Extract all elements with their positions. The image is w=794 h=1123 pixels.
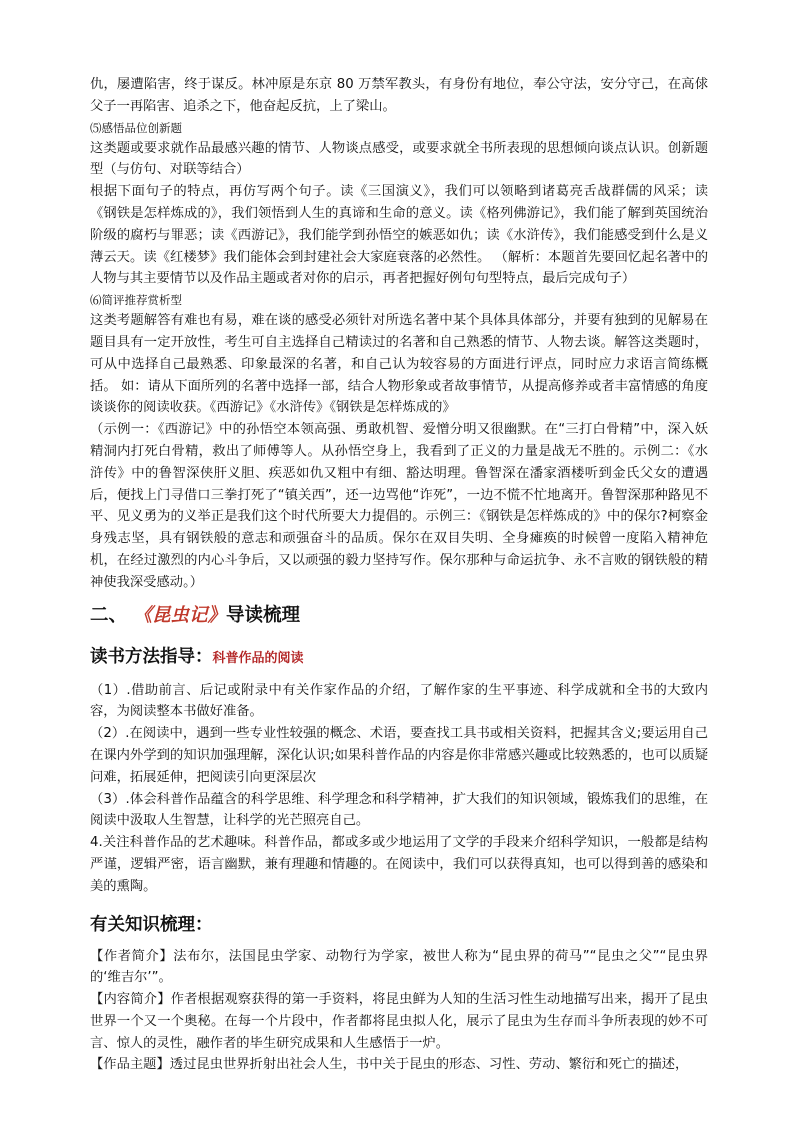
intro-paragraph: 仇，屡遭陷害，终于谋反。林冲原是东京 80 万禁军教头，有身份有地位，奉公守法，安分守己，在高俅父子一再陷害、追杀之下，他奋起反抗，上了梁山。 bbox=[90, 77, 708, 114]
method-item-2: （2）.在阅读中，遇到一些专业性较强的概念、术语，要查找工具书或相关资料，把握其含义;要运用自己在课内外学到的知识加强理解，深化认识;如果科普作品的内容是你非常感兴趣或比较熟悉的，也可以质疑问难，拓展延伸，把阅读引向更深层次 bbox=[90, 726, 708, 785]
section-5-example: 根据下面句子的特点，再仿写两个句子。读《三国演义》，我们可以领略到诸葛亮舌战群儒的风采；读《钢铁是怎样炼成的》，我们领悟到人生的真谛和生命的意义。读《格列佛游记》，我们能了解到英国统治阶级的腐朽与罪恶；读《西游记》，我们能学到孙悟空的嫉恶如仇；读《水浒传》，我们能感受到什么是义薄云天。读《红楼梦》我们能体会到封建社会大家庭衰落的必然性。 （解析：本题首先要回忆起名著中的人物与其主要情节以及作品主题或者对你的启示，再者把握好例句句型特点，最后完成句子） bbox=[90, 184, 708, 287]
knowledge-theme: 【作品主题】透过昆虫世界折射出社会人生，书中关于昆虫的形态、习性、劳动、繁衍和死亡的描述， bbox=[90, 1057, 689, 1073]
section-5-body: 这类题或要求就作品最感兴趣的情节、人物谈点感受，或要求就全书所表现的思想倾向谈点认识。创新题型（与仿句、对联等结合） bbox=[90, 140, 708, 178]
section-2-prefix: 二、 bbox=[90, 604, 134, 626]
knowledge-heading: 有关知识梳理： bbox=[90, 914, 213, 935]
reading-method-heading bbox=[90, 644, 708, 672]
section-6-examples: （示例一：《西游记》中的孙悟空本领高强、勇敢机智、爱憎分明又很幽默。在“三打白骨精”中，深入妖精洞内打死白骨精，救出了师傅等人。从孙悟空身上，我看到了正义的力量是战无不胜的。示例二：《水浒传》中的鲁智深侠肝义胆、疾恶如仇又粗中有细、豁达明理。鲁智深在潘家酒楼听到金氏父女的遭遇后，便找上门寻借口三拳打死了“镇关西”，还一边骂他“诈死”，一边不慌不忙地离开。鲁智深那种路见不平、见义勇为的义举正是我们这个时代所要大力提倡的。示例三：《钢铁是怎样炼成的》中的保尔?柯察金身残志坚，具有钢铁般的意志和顽强奋斗的品质。保尔在双目失明、全身瘫痪的时候曾一度陷入精神危机，在经过激烈的内心斗争后，又以顽强的毅力坚持写作。保尔那种与命运抗争、永不言败的钢铁般的精神使我深受感动。） bbox=[90, 422, 708, 590]
section-5-heading: ⑸感悟品位创新题 bbox=[90, 120, 182, 135]
knowledge-author: 【作者简介】法布尔，法国昆虫学家、动物行为学家，被世人称为“昆虫界的荷马”“昆虫之父”“昆虫界的‘维吉尔’”。 bbox=[90, 948, 708, 986]
section-2-heading bbox=[90, 602, 708, 630]
method-item-3: （3）.体会科普作品蕴含的科学思维、科学理念和科学精神，扩大我们的知识领域，锻炼我们的思维，在阅读中汲取人生智慧，让科学的光芒照亮自己。 bbox=[90, 791, 708, 829]
section-2-suffix: 导读梳理 bbox=[225, 604, 300, 626]
knowledge-content: 【内容简介】作者根据观察获得的第一手资料，将昆虫鲜为人知的生活习性生动地描写出来，揭开了昆虫世界一个又一个奥秘。在每一个片段中，作者都将昆虫拟人化，展示了昆虫为生存而斗争所表现的妙不可言、惊人的灵性，融作者的毕生研究成果和人生感悟于一炉。 bbox=[90, 992, 708, 1051]
section-6-body: 这类考题解答有难也有易，难在谈的感受必须针对所选名著中某个具体具体部分，并要有独到的见解易在题目具有一定开放性，考生可自主选择自己精读过的名著和自己熟悉的情节、人物去谈。解答这类题时，可从中选择自己最熟悉、印象最深的名著，和自己认为较容易的方面进行评点，同时应力求语言简练概括。 如：请从下面所列的名著中选择一部，结合人物形象或者故事情节，从提高修养或者丰富情感的角度谈谈你的阅读收获。《西游记》《水浒传》《钢铁是怎样炼成的》 bbox=[90, 313, 708, 416]
reading-method-label: 读书方法指导： bbox=[90, 646, 213, 667]
document-page bbox=[90, 74, 708, 1076]
reading-method-subtitle: 科普作品的阅读 bbox=[212, 650, 304, 666]
section-2-book-title: 《昆虫记》 bbox=[133, 604, 226, 626]
method-item-4: 4.关注科普作品的艺术趣味。科普作品，都或多或少地运用了文学的手段来介绍科学知识，一般都是结构严谨，逻辑严密，语言幽默，兼有理趣和情趣的。在阅读中，我们可以获得真知，也可以得到善的感染和美的熏陶。 bbox=[90, 835, 708, 894]
section-6-heading: ⑹简评推荐赏析型 bbox=[90, 293, 182, 308]
method-item-1: （1）.借助前言、后记或附录中有关作家作品的介绍，了解作家的生平事迹、科学成就和全书的大致内容，为阅读整本书做好准备。 bbox=[90, 682, 708, 720]
